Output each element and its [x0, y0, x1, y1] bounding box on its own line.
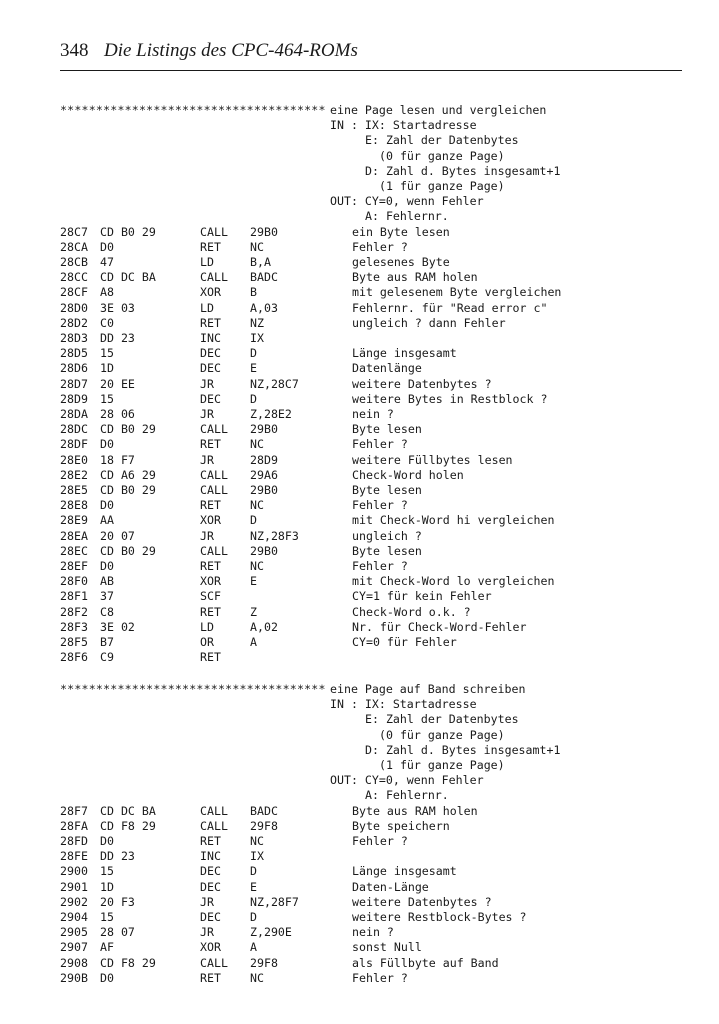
routine-description-line: (0 für ganze Page) [379, 148, 505, 163]
comment: Fehler ? [352, 834, 408, 848]
mnemonic: CALL [200, 467, 228, 482]
comment: Check-Word o.k. ? [352, 604, 471, 619]
address: 2905 [60, 925, 88, 940]
address: 2901 [60, 879, 88, 894]
operand: NC [250, 970, 264, 985]
code-line [0, 804, 719, 819]
address: 28CA [60, 239, 88, 254]
code-line [0, 483, 719, 498]
mnemonic: CALL [200, 422, 228, 437]
code-line [0, 559, 719, 574]
routine-description-line: D: Zahl d. Bytes insgesamt+1 [365, 163, 561, 178]
address: 28D6 [60, 361, 88, 376]
opcode-bytes: CD DC BA [100, 803, 156, 818]
opcode-bytes: CD B0 29 [100, 422, 156, 437]
address: 28F2 [60, 604, 88, 619]
address: 28C7 [60, 224, 88, 239]
code-line [0, 437, 719, 452]
code-line [0, 346, 719, 361]
mnemonic: LD [200, 300, 214, 315]
operand: 29F8 [250, 955, 278, 970]
address: 28F6 [60, 650, 88, 665]
page-title: Die Listings des CPC-464-ROMs [104, 40, 358, 61]
comment: Byte lesen [352, 483, 422, 497]
opcode-bytes: D0 [100, 559, 114, 573]
operand: IX [250, 849, 264, 864]
operand: A,02 [250, 619, 278, 634]
mnemonic: CALL [200, 543, 228, 558]
opcode-bytes: D0 [100, 239, 114, 254]
address: 28D9 [60, 391, 88, 406]
operand: A [250, 635, 257, 649]
opcode-bytes: D0 [100, 834, 114, 848]
mnemonic: CALL [200, 955, 228, 970]
code-line [0, 880, 719, 895]
operand: D [250, 513, 257, 528]
routine-description-line: eine Page lesen und vergleichen [330, 103, 547, 117]
address: 28EF [60, 559, 88, 573]
operand: 29A6 [250, 467, 278, 482]
address: 28FE [60, 849, 88, 864]
routine-description-line: (1 für ganze Page) [379, 179, 505, 193]
mnemonic: INC [200, 331, 221, 345]
mnemonic: RET [200, 239, 221, 254]
routine-description-line: IN : IX: Startadresse [330, 118, 477, 133]
opcode-bytes: AB [100, 574, 114, 589]
address: 28DC [60, 422, 88, 437]
opcode-bytes: 1D [100, 879, 114, 894]
opcode-bytes: DD 23 [100, 849, 135, 864]
routine-description-line: OUT: CY=0, wenn Fehler [330, 194, 484, 209]
section-separator: ************************************* [60, 682, 326, 696]
opcode-bytes: C9 [100, 650, 114, 665]
opcode-bytes: 28 06 [100, 407, 135, 421]
code-line [0, 285, 719, 300]
address: 2904 [60, 910, 88, 924]
operand: E [250, 879, 257, 894]
code-line [0, 316, 719, 331]
code-line [0, 255, 719, 270]
code-line [0, 956, 719, 971]
mnemonic: JR [200, 894, 214, 909]
comment: Fehler ? [352, 437, 408, 452]
operand: 28D9 [250, 452, 278, 467]
address: 28CC [60, 270, 88, 285]
mnemonic: CALL [200, 483, 228, 497]
operand: 29B0 [250, 224, 278, 239]
comment: Fehler ? [352, 970, 408, 985]
code-line [0, 635, 719, 650]
code-line [0, 849, 719, 864]
comment: Check-Word holen [352, 467, 464, 482]
mnemonic: LD [200, 255, 214, 269]
address: 28D3 [60, 331, 88, 345]
code-line [0, 589, 719, 604]
address: 28CB [60, 255, 88, 269]
address: 2908 [60, 955, 88, 970]
mnemonic: DEC [200, 346, 221, 361]
comment: weitere Bytes in Restblock ? [352, 391, 548, 406]
mnemonic: CALL [200, 270, 228, 285]
section-separator: ************************************* [60, 103, 326, 117]
operand: Z,28E2 [250, 407, 292, 421]
comment: gelesenes Byte [352, 255, 450, 269]
comment: Fehler ? [352, 559, 408, 573]
opcode-bytes: 1D [100, 361, 114, 376]
comment: nein ? [352, 925, 394, 940]
code-line [0, 301, 719, 316]
comment: CY=1 für kein Fehler [352, 589, 492, 604]
mnemonic: RET [200, 315, 221, 330]
address: 28D2 [60, 315, 88, 330]
mnemonic: RET [200, 970, 221, 985]
operand: B [250, 285, 257, 300]
opcode-bytes: CD B0 29 [100, 543, 156, 558]
mnemonic: JR [200, 407, 214, 421]
address: 28F5 [60, 635, 88, 649]
code-line [0, 895, 719, 910]
opcode-bytes: B7 [100, 635, 114, 649]
routine-description-line: eine Page auf Band schreiben [330, 682, 526, 696]
opcode-bytes: 20 F3 [100, 894, 135, 909]
opcode-bytes: C0 [100, 315, 114, 330]
code-line [0, 529, 719, 544]
opcode-bytes: D0 [100, 498, 114, 513]
opcode-bytes: CD A6 29 [100, 467, 156, 482]
routine-description-line: E: Zahl der Datenbytes [365, 712, 519, 727]
routine-description-line: IN : IX: Startadresse [330, 697, 477, 712]
address: 28FD [60, 834, 88, 848]
operand: NC [250, 834, 264, 848]
mnemonic: DEC [200, 391, 221, 406]
mnemonic: SCF [200, 589, 221, 604]
operand: Z,290E [250, 925, 292, 940]
code-line [0, 650, 719, 665]
operand: D [250, 864, 257, 879]
comment: Länge insgesamt [352, 346, 457, 361]
operand: BADC [250, 270, 278, 285]
opcode-bytes: A8 [100, 285, 114, 300]
routine-description-line: A: Fehlernr. [365, 209, 449, 224]
code-line [0, 513, 719, 528]
address: 2902 [60, 894, 88, 909]
comment: Byte lesen [352, 543, 422, 558]
operand: NZ,28F3 [250, 528, 299, 543]
mnemonic: XOR [200, 940, 221, 955]
mnemonic: OR [200, 635, 214, 649]
address: 28F1 [60, 589, 88, 604]
mnemonic: DEC [200, 361, 221, 376]
operand: B,A [250, 255, 271, 269]
code-line [0, 971, 719, 986]
comment: CY=0 für Fehler [352, 635, 457, 649]
mnemonic: JR [200, 452, 214, 467]
operand: A [250, 940, 257, 955]
opcode-bytes: 20 EE [100, 376, 135, 391]
code-line [0, 498, 719, 513]
comment: Daten-Länge [352, 879, 429, 894]
code-line [0, 240, 719, 255]
address: 290B [60, 970, 88, 985]
routine-description-line: E: Zahl der Datenbytes [365, 133, 519, 148]
comment: Byte lesen [352, 422, 422, 437]
operand: D [250, 391, 257, 406]
address: 2900 [60, 864, 88, 879]
operand: NC [250, 437, 264, 452]
code-line [0, 819, 719, 834]
mnemonic: RET [200, 834, 221, 848]
comment: mit Check-Word hi vergleichen [352, 513, 555, 528]
code-line [0, 574, 719, 589]
opcode-bytes: 3E 03 [100, 300, 135, 315]
opcode-bytes: C8 [100, 604, 114, 619]
operand: BADC [250, 803, 278, 818]
address: 28F3 [60, 619, 88, 634]
opcode-bytes: 28 07 [100, 925, 135, 940]
address: 28D0 [60, 300, 88, 315]
address: 28E2 [60, 467, 88, 482]
comment: weitere Datenbytes ? [352, 894, 492, 909]
address: 28CF [60, 285, 88, 300]
opcode-bytes: 37 [100, 589, 114, 604]
operand: NC [250, 239, 264, 254]
code-line [0, 468, 719, 483]
opcode-bytes: 3E 02 [100, 619, 135, 634]
operand: NC [250, 559, 264, 573]
mnemonic: CALL [200, 224, 228, 239]
opcode-bytes: CD F8 29 [100, 818, 156, 833]
mnemonic: CALL [200, 818, 228, 833]
operand: 29B0 [250, 543, 278, 558]
routine-description-line: (0 für ganze Page) [379, 727, 505, 742]
opcode-bytes: 15 [100, 391, 114, 406]
code-line [0, 910, 719, 925]
routine-description-line: A: Fehlernr. [365, 788, 449, 803]
opcode-bytes: CD B0 29 [100, 224, 156, 239]
opcode-bytes: 15 [100, 864, 114, 879]
mnemonic: XOR [200, 285, 221, 300]
opcode-bytes: AA [100, 513, 114, 528]
operand: D [250, 910, 257, 924]
mnemonic: XOR [200, 513, 221, 528]
mnemonic: RET [200, 604, 221, 619]
comment: Byte speichern [352, 818, 450, 833]
code-line [0, 834, 719, 849]
code-line [0, 225, 719, 240]
code-line [0, 620, 719, 635]
mnemonic: CALL [200, 803, 228, 818]
operand: NC [250, 498, 264, 513]
operand: NZ,28C7 [250, 376, 299, 391]
operand: 29B0 [250, 422, 278, 437]
code-line [0, 331, 719, 346]
address: 28F0 [60, 574, 88, 589]
comment: Fehler ? [352, 498, 408, 513]
comment: mit gelesenem Byte vergleichen [352, 285, 562, 300]
comment: Byte aus RAM holen [352, 803, 478, 818]
opcode-bytes: 47 [100, 255, 114, 269]
comment: weitere Füllbytes lesen [352, 452, 513, 467]
opcode-bytes: 15 [100, 910, 114, 924]
opcode-bytes: DD 23 [100, 331, 135, 345]
opcode-bytes: CD DC BA [100, 270, 156, 285]
comment: Datenlänge [352, 361, 422, 376]
code-line [0, 270, 719, 285]
code-line [0, 407, 719, 422]
comment: Byte aus RAM holen [352, 270, 478, 285]
code-line [0, 392, 719, 407]
address: 28D7 [60, 376, 88, 391]
address: 28E5 [60, 483, 88, 497]
code-line [0, 940, 719, 955]
code-line [0, 925, 719, 940]
address: 28DF [60, 437, 88, 452]
mnemonic: RET [200, 437, 221, 452]
mnemonic: JR [200, 925, 214, 940]
opcode-bytes: 18 F7 [100, 452, 135, 467]
operand: 29F8 [250, 818, 278, 833]
comment: als Füllbyte auf Band [352, 955, 499, 970]
address: 28FA [60, 818, 88, 833]
code-line [0, 544, 719, 559]
code-line [0, 377, 719, 392]
code-line [0, 453, 719, 468]
mnemonic: RET [200, 498, 221, 513]
comment: sonst Null [352, 940, 422, 955]
opcode-bytes: AF [100, 940, 114, 955]
mnemonic: DEC [200, 864, 221, 879]
address: 28E8 [60, 498, 88, 513]
address: 28E9 [60, 513, 88, 528]
operand: E [250, 361, 257, 376]
operand: A,03 [250, 300, 278, 315]
comment: nein ? [352, 407, 394, 421]
mnemonic: DEC [200, 910, 221, 924]
code-line [0, 422, 719, 437]
code-line [0, 864, 719, 879]
address: 28DA [60, 407, 88, 421]
address: 28EC [60, 543, 88, 558]
opcode-bytes: CD F8 29 [100, 955, 156, 970]
mnemonic: RET [200, 559, 221, 573]
comment: ungleich ? dann Fehler [352, 315, 506, 330]
operand: E [250, 574, 257, 589]
code-line [0, 361, 719, 376]
operand: IX [250, 331, 264, 345]
page-number: 348 [60, 40, 89, 61]
mnemonic: DEC [200, 879, 221, 894]
code-line [0, 605, 719, 620]
opcode-bytes: D0 [100, 970, 114, 985]
comment: ein Byte lesen [352, 224, 450, 239]
address: 28EA [60, 528, 88, 543]
mnemonic: JR [200, 376, 214, 391]
comment: mit Check-Word lo vergleichen [352, 574, 555, 589]
operand: NZ [250, 315, 264, 330]
routine-description-line: D: Zahl d. Bytes insgesamt+1 [365, 742, 561, 757]
opcode-bytes: D0 [100, 437, 114, 452]
mnemonic: XOR [200, 574, 221, 589]
operand: 29B0 [250, 483, 278, 497]
mnemonic: JR [200, 528, 214, 543]
operand: Z [250, 604, 257, 619]
routine-description-line: OUT: CY=0, wenn Fehler [330, 773, 484, 788]
comment: weitere Datenbytes ? [352, 376, 492, 391]
comment: Länge insgesamt [352, 864, 457, 879]
comment: ungleich ? [352, 528, 422, 543]
operand: NZ,28F7 [250, 894, 299, 909]
mnemonic: RET [200, 650, 221, 665]
address: 28D5 [60, 346, 88, 361]
address: 2907 [60, 940, 88, 955]
opcode-bytes: 15 [100, 346, 114, 361]
address: 28F7 [60, 803, 88, 818]
mnemonic: INC [200, 849, 221, 864]
comment: Fehler ? [352, 239, 408, 254]
comment: weitere Restblock-Bytes ? [352, 910, 527, 924]
opcode-bytes: 20 07 [100, 528, 135, 543]
comment: Fehlernr. für "Read error c" [352, 300, 548, 315]
address: 28E0 [60, 452, 88, 467]
mnemonic: LD [200, 619, 214, 634]
routine-description-line: (1 für ganze Page) [379, 758, 505, 772]
opcode-bytes: CD B0 29 [100, 483, 156, 497]
comment: Nr. für Check-Word-Fehler [352, 619, 527, 634]
operand: D [250, 346, 257, 361]
